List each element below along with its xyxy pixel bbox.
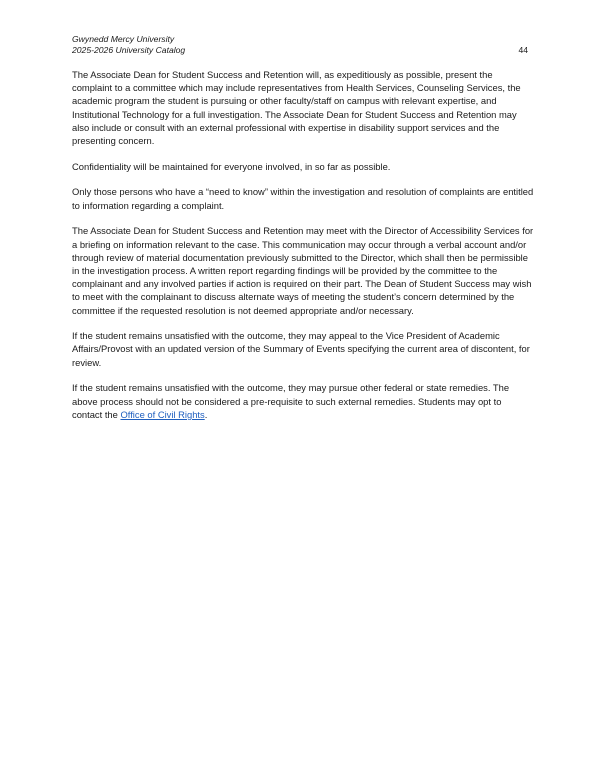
paragraph-director-briefing: The Associate Dean for Student Success and Retention may meet with the Director of Accessibility Services for a briefing on information relevant to the case. This communication may occur through a verbal account and/or through review of material documentation previously submitted to the Director, which shall then be permissible in the investigation process. A written report regarding findings will be provided by the committee to the complainant and any involved parties if action is required on their part. The Dean of Student Success may wish to meet with the complainant to discuss alternate ways of meeting the student’s concern determined by the committee if the requested resolution is not deemed appropriate and/or necessary. xyxy=(72,225,534,316)
paragraph-need-to-know: Only those persons who have a “need to know” within the investigation and resolution of complaints are entitled to information regarding a complaint. xyxy=(72,186,534,211)
page-number: 44 xyxy=(518,45,528,55)
catalog-title: 2025-2026 University Catalog xyxy=(72,45,186,55)
paragraph-appeal: If the student remains unsatisfied with the outcome, they may appeal to the Vice President of Academic Affairs/Provost with an updated version of the Summary of Events specifying the current area of discontent, for review. xyxy=(72,330,530,368)
external-remedies-text: If the student remains unsatisfied with the outcome, they may pursue other federal or state remedies. The above process should not be considered a pre-requisite to such external remedies. Students may opt to contact the xyxy=(72,382,510,420)
paragraph-confidentiality: Confidentiality will be maintained for everyone involved, in so far as possible. xyxy=(72,160,391,172)
paragraph-external-remedies xyxy=(72,381,534,421)
page-body xyxy=(72,68,534,433)
external-remedies-end: . xyxy=(204,408,208,420)
office-of-civil-rights-link[interactable]: Office of Civil Rights xyxy=(120,408,205,420)
university-name: Gwynedd Mercy University xyxy=(72,34,175,44)
page-header xyxy=(72,34,528,56)
paragraph-committee-review: The Associate Dean for Student Success and Retention will, as expeditiously as possible, present the complaint to a committee which may include representatives from Health Services, Counseling Services, the academic program the student is pursuing or other faculty/staff on campus with relevant expertise, and Institutional Technology for a full investigation. The Associate Dean for Student Success and Retention may also include or consult with an external professional with expertise in disability support services and the presenting concern. xyxy=(72,69,521,147)
